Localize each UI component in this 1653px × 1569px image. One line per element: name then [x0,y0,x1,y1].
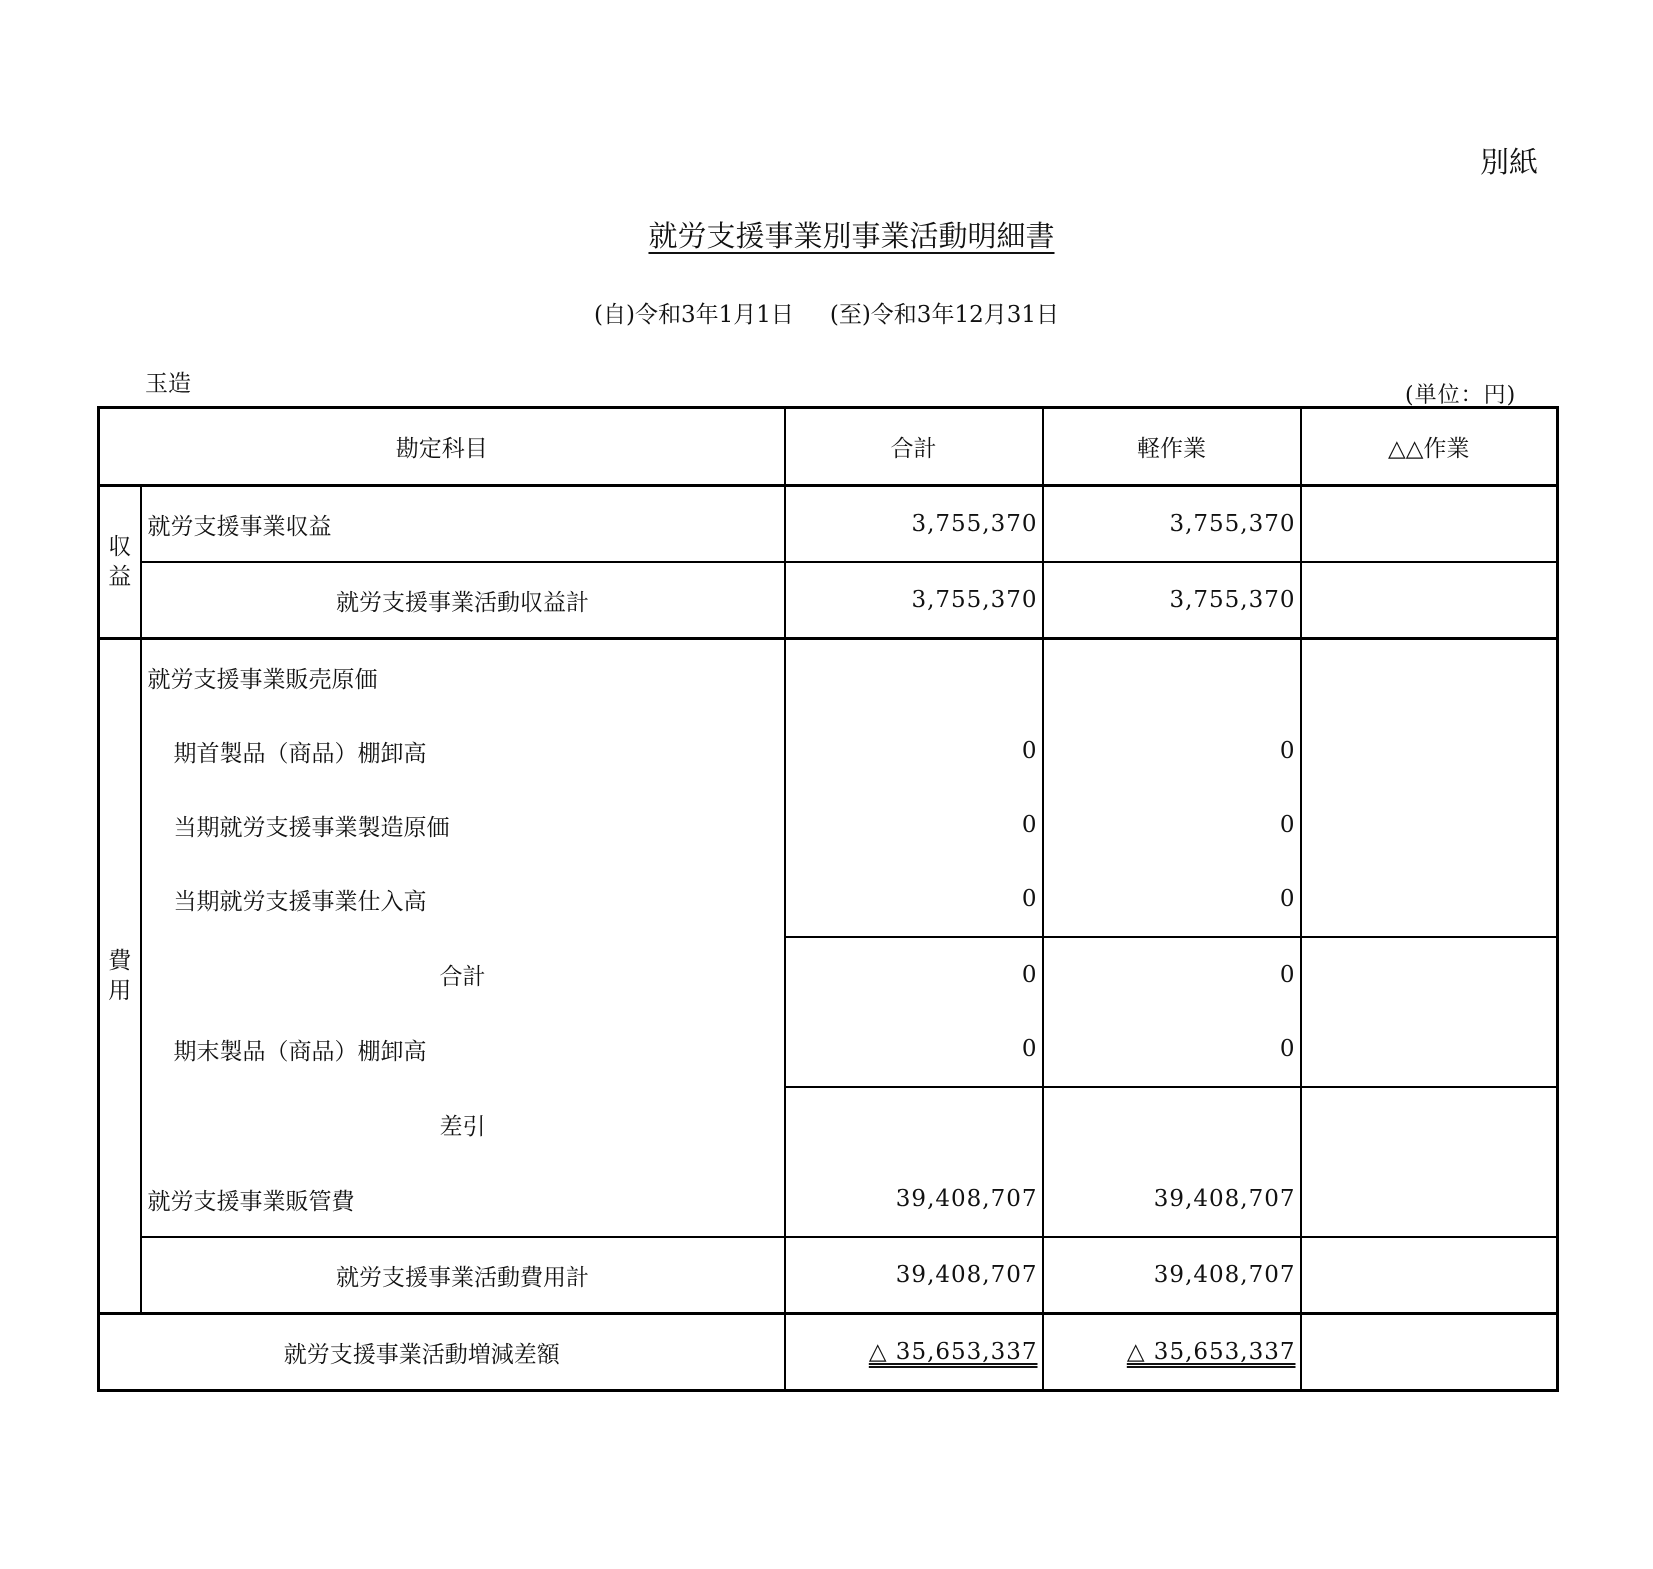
column-header-light-work: 軽作業 [1043,408,1301,486]
table-row [99,1314,1558,1391]
row-label: 就労支援事業販管費 [147,1188,355,1215]
cell-other-work [1301,639,1558,715]
row-label: 当期就労支援事業製造原価 [173,814,450,841]
row-label: 合計 [439,964,486,990]
column-header-other-work: △△作業 [1301,408,1558,486]
table-header-row [99,408,1558,486]
net-total-value: △ 35,653,337 [868,1339,1038,1365]
cell-other-work [1301,486,1558,563]
row-label: 期末製品（商品）棚卸高 [173,1039,427,1065]
cell-light-work: 39,408,707 [1043,1237,1301,1314]
cell-other-work [1301,788,1558,862]
period-to: (至)令和3年12月31日 [829,302,1059,328]
row-label: 差引 [439,1114,486,1140]
cell-light-work [1043,1314,1301,1391]
row-label: 就労支援事業活動収益計 [141,562,785,639]
cell-other-work [1301,862,1558,937]
cell-total: 0 [785,714,1043,788]
statement-table [97,406,1559,1392]
entity-name: 玉造 [145,371,191,397]
table-row [99,1012,1558,1087]
column-header-account: 勘定科目 [99,408,785,486]
row-label: 就労支援事業活動費用計 [141,1237,785,1314]
cell-light-work: 0 [1043,714,1301,788]
cell-total: 0 [785,1012,1043,1087]
cell-total: 3,755,370 [785,486,1043,563]
cell-total: 3,755,370 [785,562,1043,639]
cell-other-work [1301,1162,1558,1237]
category-revenue: 収益 [99,486,141,639]
cell-light-work: 0 [1043,788,1301,862]
cell-other-work [1301,714,1558,788]
table-row [99,714,1558,788]
table-row [99,639,1558,715]
row-label: 就労支援事業販売原価 [147,666,378,693]
cell-total: 39,408,707 [785,1237,1043,1314]
cell-light-work [1043,1087,1301,1162]
cell-other-work [1301,1087,1558,1162]
cell-other-work [1301,1314,1558,1391]
cell-total: 39,408,707 [785,1162,1043,1237]
table-row [99,486,1558,563]
row-label: 期首製品（商品）棚卸高 [173,740,427,767]
cell-light-work: 0 [1043,1012,1301,1087]
cell-total [785,1314,1043,1391]
table-row [99,562,1558,639]
cell-light-work [1043,639,1301,715]
period-range [0,296,1653,329]
table-row [99,1162,1558,1237]
cell-light-work: 3,755,370 [1043,562,1301,639]
cell-light-work: 0 [1043,862,1301,937]
cell-total [785,1087,1043,1162]
cell-light-work: 39,408,707 [1043,1162,1301,1237]
cell-light-work: 0 [1043,937,1301,1012]
unit-label: (単位：円) [1405,383,1517,408]
cell-other-work [1301,937,1558,1012]
cell-light-work: 3,755,370 [1043,486,1301,563]
period-from: (自)令和3年1月1日 [594,302,794,328]
row-label: 就労支援事業収益 [147,513,332,540]
table-row [99,937,1558,1012]
category-expense: 費用 [99,639,141,1314]
cell-total: 0 [785,862,1043,937]
table-row [99,862,1558,937]
net-light-work-value: △ 35,653,337 [1126,1339,1296,1365]
row-label: 就労支援事業活動増減差額 [99,1314,785,1391]
document-title: 就労支援事業別事業活動明細書 [648,219,1055,253]
column-header-total: 合計 [785,408,1043,486]
cell-other-work [1301,1237,1558,1314]
row-label: 当期就労支援事業仕入高 [173,889,427,915]
attachment-label: 別紙 [1480,145,1539,179]
table-row [99,788,1558,862]
cell-other-work [1301,1012,1558,1087]
cell-total: 0 [785,937,1043,1012]
cell-other-work [1301,562,1558,639]
cell-total: 0 [785,788,1043,862]
table-row [99,1087,1558,1162]
table-row [99,1237,1558,1314]
cell-total [785,639,1043,715]
